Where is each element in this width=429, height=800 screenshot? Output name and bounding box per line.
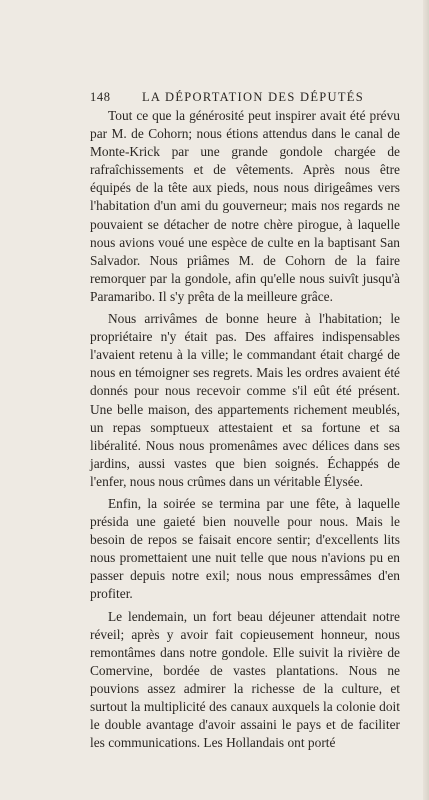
- page-edge: [423, 0, 429, 800]
- paragraph: Nous arrivâmes de bonne heure à l'habitation; le propriétaire n'y était pas. Des affaires indispensables l'avaient retenu à la ville; le commandant était chargé de nous en témoigner ses regrets. Mais les ordres avaient été donnés pour nous recevoir comme s'il eût été présent. Une belle maison, des appartements richement meublés, un repas somptueux attestaient et sa fortune et sa libéralité. Nous nous promenâmes avec délices dans ses jardins, aussi vastes que bien soignés. Échappés de l'enfer, nous nous crûmes dans un véritable Élysée.: [90, 311, 400, 489]
- page-number: 148: [90, 90, 111, 104]
- paragraph: Tout ce que la générosité peut inspirer avait été prévu par M. de Cohorn; nous étions attendus dans le canal de Monte-Krick par une grande gondole chargée de rafraîchissements et de vêtements. Après nous être équipés de la tête aux pieds, nous nous dirigeâmes vers l'habitation d'un ami du gouverneur; mais nos regards ne pouvaient se détacher de notre chère pirogue, à laquelle nous avions voué une espèce de culte en la baptisant San Salvador. Nous priâmes M. de Cohorn de la faire remorquer par la gondole, afin qu'elle nous suivît jusqu'à Paramaribo. Il s'y prêta de la meilleure grâce.: [90, 108, 400, 304]
- body-text: [90, 107, 400, 752]
- running-header: [90, 90, 400, 106]
- running-title: LA DÉPORTATION DES DÉPUTÉS: [142, 90, 364, 104]
- paragraph: Le lendemain, un fort beau déjeuner attendait notre réveil; après y avoir fait copieusement honneur, nous remontâmes dans notre gondole. Elle suivit la rivière de Comervine, bordée de vastes plantations. Nous ne pouvions assez admirer la richesse de la culture, et surtout la multiplicité des canaux auxquels la colonie doit le double avantage d'avoir assaini le pays et de faciliter les communications. Les Hollandais ont porté: [90, 608, 400, 751]
- paragraph: Enfin, la soirée se termina par une fête, à laquelle présida une gaieté bien nouvelle pour nous. Mais le besoin de repos se faisait encore sentir; d'excellents lits nous promettaient une nuit telle que nous n'avions pu en passer depuis notre exil; nous nous empressâmes d'en profiter.: [90, 495, 400, 602]
